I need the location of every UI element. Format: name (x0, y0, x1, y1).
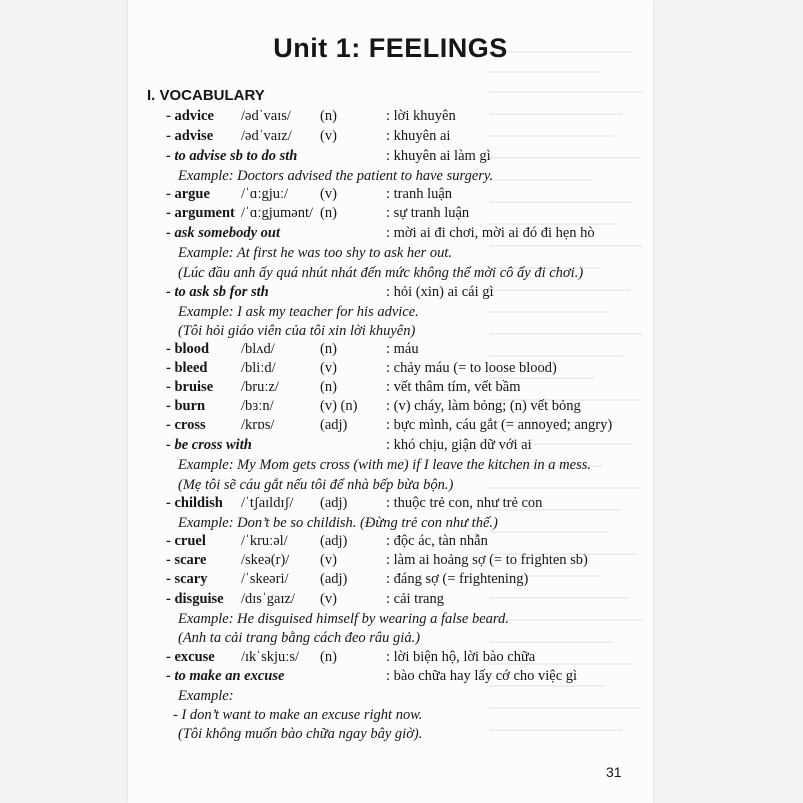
entry-meaning: : bào chữa hay lấy cớ cho việc gì (386, 668, 578, 684)
entry-meaning: : khuyên ai làm gì (386, 148, 491, 164)
vocab-entry (128, 360, 653, 380)
entry-meaning: : độc ác, tàn nhẫn (386, 533, 488, 549)
entry-ipa: /krɒs/ (241, 417, 275, 433)
entry-meaning: : lời biện hộ, lời bào chữa (386, 649, 536, 665)
entry-meaning: : làm ai hoảng sợ (= to frighten sb) (386, 552, 588, 568)
entry-term: - to ask sb for sth (166, 284, 269, 300)
example-label: Example: (178, 688, 234, 704)
entry-term: - blood (166, 341, 210, 357)
entry-pos: (v) (n) (320, 398, 358, 414)
vocab-entry (128, 571, 653, 591)
example-translation: (Tôi không muốn bào chữa ngay bây giờ). (178, 726, 423, 742)
entry-pos: (n) (320, 205, 337, 221)
entry-meaning: : hỏi (xin) ai cái gì (386, 284, 494, 300)
page-number: 31 (606, 764, 622, 780)
entry-term: - advice (166, 108, 214, 124)
example-text: Example: At first he was too shy to ask her out. (178, 245, 452, 261)
entry-ipa: /ˈskeəri/ (241, 571, 289, 587)
entry-meaning: : máu (386, 341, 419, 357)
entry-pos: (v) (320, 186, 337, 202)
vocab-entry (128, 148, 653, 168)
entry-term: - to make an excuse (166, 668, 285, 684)
vocab-entry (128, 533, 653, 553)
entry-pos: (v) (320, 591, 337, 607)
example-text: Example: He disguised himself by wearing a false beard. (178, 611, 509, 627)
entry-ipa: /ɪkˈskjuːs/ (241, 649, 300, 665)
entry-ipa: /blʌd/ (241, 341, 275, 357)
entry-meaning: : cải trang (386, 591, 444, 607)
vocab-entry (128, 437, 653, 457)
entry-ipa: /skeə(r)/ (241, 552, 290, 568)
entry-pos: (n) (320, 108, 337, 124)
vocab-entry (128, 108, 653, 128)
entry-ipa: /ˈtʃaɪldɪʃ/ (241, 495, 294, 511)
entry-term: - bleed (166, 360, 208, 376)
entry-ipa: /bliːd/ (241, 360, 276, 376)
example-text: Example: I ask my teacher for his advice. (178, 304, 419, 320)
entry-pos: (adj) (320, 533, 348, 549)
entry-term: - ask somebody out (166, 225, 280, 241)
entry-term: - to advise sb to do sth (166, 148, 298, 164)
entry-ipa: /bruːz/ (241, 379, 279, 395)
entry-pos: (adj) (320, 417, 348, 433)
entry-term: - excuse (166, 649, 215, 665)
example-translation: (Mẹ tôi sẽ cáu gắt nếu tôi để nhà bếp bừa bộn.) (178, 477, 454, 493)
entry-pos: (n) (320, 379, 337, 395)
example-text: Example: Don’t be so childish. (Đừng trẻ con như thế.) (178, 515, 498, 531)
entry-pos: (v) (320, 552, 337, 568)
entry-meaning: : vết thâm tím, vết bầm (386, 379, 521, 395)
entry-pos: (n) (320, 341, 337, 357)
entry-ipa: /ˈkruːəl/ (241, 533, 288, 549)
vocab-entry (128, 284, 653, 304)
entry-meaning: : bực mình, cáu gắt (= annoyed; angry) (386, 417, 613, 433)
entry-meaning: : đáng sợ (= frightening) (386, 571, 529, 587)
example-translation: (Tôi hỏi giáo viên của tôi xin lời khuyên) (178, 323, 416, 339)
entry-ipa: /ədˈvaɪs/ (241, 108, 291, 124)
vocab-entry (128, 417, 653, 437)
entry-ipa: /ˈɑːgjumənt/ (241, 205, 314, 221)
entry-ipa: /ədˈvaɪz/ (241, 128, 292, 144)
example-translation: (Lúc đầu anh ấy quá nhút nhát đến mức không thể mời cô ấy đi chơi.) (178, 265, 584, 281)
vocab-entry (128, 668, 653, 688)
entry-term: - argue (166, 186, 210, 202)
entry-term: - cross (166, 417, 206, 433)
entry-pos: (adj) (320, 495, 348, 511)
entry-term: - disguise (166, 591, 224, 607)
entry-ipa: /ˈɑːgjuː/ (241, 186, 289, 202)
vocab-entry (128, 552, 653, 572)
example-text: Example: Doctors advised the patient to have surgery. (178, 168, 494, 184)
vocab-entry (128, 341, 653, 361)
entry-pos: (adj) (320, 571, 348, 587)
vocab-entry (128, 186, 653, 206)
entry-term: - scare (166, 552, 207, 568)
entry-meaning: : lời khuyên (386, 108, 456, 124)
vocab-entry (128, 205, 653, 225)
entry-meaning: : tranh luận (386, 186, 453, 202)
entry-pos: (v) (320, 360, 337, 376)
entry-meaning: : mời ai đi chơi, mời ai đó đi hẹn hò (386, 225, 595, 241)
entry-meaning: : thuộc trẻ con, như trẻ con (386, 495, 543, 511)
entry-meaning: : khuyên ai (386, 128, 451, 144)
section-heading: I. VOCABULARY (147, 87, 265, 104)
entry-term: - advise (166, 128, 214, 144)
entry-meaning: : (v) cháy, làm bỏng; (n) vết bỏng (386, 398, 581, 414)
entry-ipa: /bɜːn/ (241, 398, 274, 414)
vocab-entry (128, 128, 653, 148)
entry-term: - scary (166, 571, 208, 587)
entry-meaning: : sự tranh luận (386, 205, 470, 221)
example-text: - I don’t want to make an excuse right now. (173, 707, 423, 723)
entry-meaning: : chảy máu (= to loose blood) (386, 360, 557, 376)
vocab-entry (128, 225, 653, 245)
entry-term: - childish (166, 495, 223, 511)
entry-pos: (n) (320, 649, 337, 665)
vocab-entry (128, 649, 653, 669)
entry-meaning: : khó chịu, giận dữ với ai (386, 437, 532, 453)
entry-term: - bruise (166, 379, 214, 395)
vocab-entry (128, 495, 653, 515)
entry-term: - be cross with (166, 437, 252, 453)
example-translation: (Anh ta cải trang bằng cách đeo râu giả.) (178, 630, 421, 646)
example-text: Example: My Mom gets cross (with me) if I leave the kitchen in a mess. (178, 457, 591, 473)
entry-pos: (v) (320, 128, 337, 144)
book-page (128, 0, 653, 803)
entry-term: - cruel (166, 533, 206, 549)
entry-term: - argument (166, 205, 235, 221)
entry-term: - burn (166, 398, 206, 414)
vocab-entry (128, 398, 653, 418)
vocab-entry (128, 379, 653, 399)
entry-ipa: /dɪsˈgaɪz/ (241, 591, 295, 607)
unit-title: Unit 1: FEELINGS (273, 33, 508, 63)
vocab-entry (128, 591, 653, 611)
